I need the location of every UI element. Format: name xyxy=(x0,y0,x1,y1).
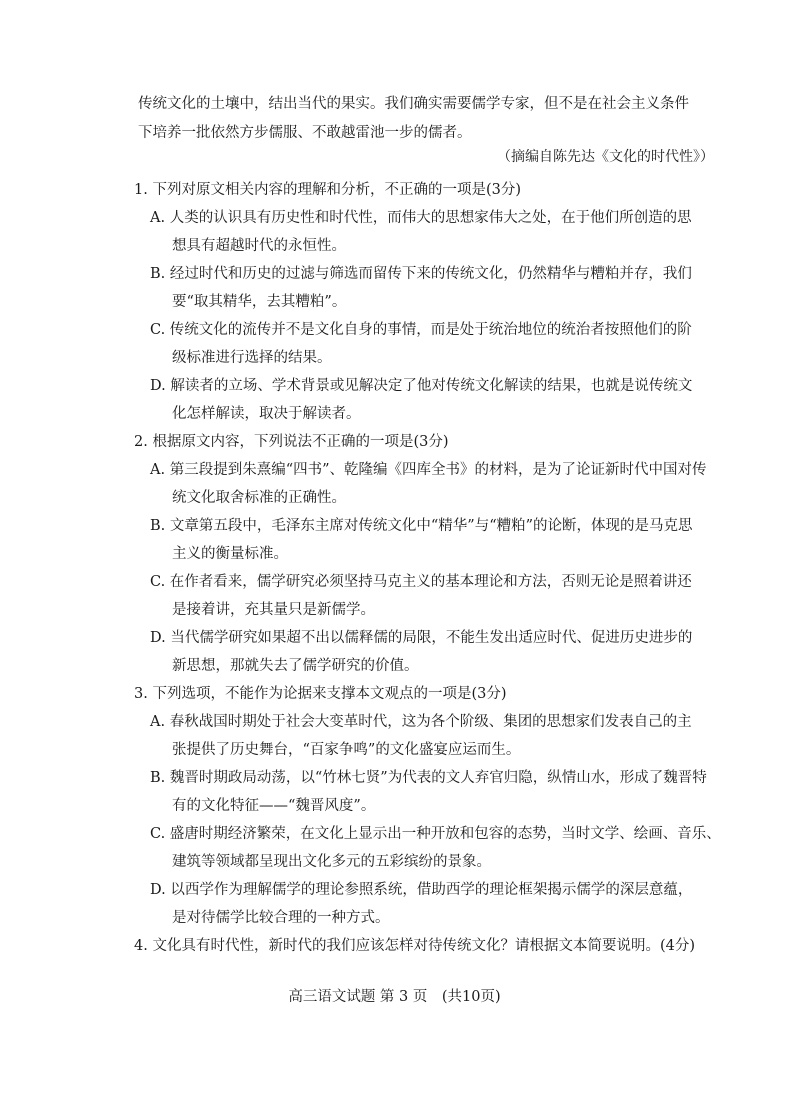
option-a: A. 第三段提到朱熹编“四书”、乾隆编《四库全书》的材料，是为了论证新时代中国对传 统文化取舍标准的正确性。 xyxy=(150,462,707,506)
question-3 xyxy=(134,680,734,932)
page-footer: 高三语文试题 第 3 页 (共10页) xyxy=(288,989,501,1005)
question-stem: 2. 根据原文内容，下列说法不正确的一项是(3分) xyxy=(134,434,449,450)
option-c: C. 传统文化的流传并不是文化自身的事情，而是处于统治地位的统治者按照他们的阶 级标准进行选择的结果。 xyxy=(150,322,692,366)
option-a: A. 春秋战国时期处于社会大变革时代，这为各个阶级、集团的思想家们发表自己的主 张提供了历史舞台，“百家争鸣”的文化盛宴应运而生。 xyxy=(150,714,692,758)
question-list xyxy=(134,176,734,960)
option-b: B. 魏晋时期政局动荡，以“竹林七贤”为代表的文人弃官归隐，纵情山水，形成了魏晋特 有的文化特征——“魏晋风度”。 xyxy=(150,770,707,814)
option-d: D. 当代儒学研究如果超不出以儒释儒的局限，不能生发出适应时代、促进历史进步的 新思想，那就失去了儒学研究的价值。 xyxy=(150,630,693,674)
question-stem: 4. 文化具有时代性，新时代的我们应该怎样对待传统文化？请根据文本简要说明。(4分) xyxy=(134,938,695,954)
question-4 xyxy=(134,932,734,960)
option-d: D. 以西学作为理解儒学的理论参照系统，借助西学的理论框架揭示儒学的深层意蕴， 是对待儒学比较合理的一种方式。 xyxy=(150,882,693,926)
question-2 xyxy=(134,428,734,680)
option-b: B. 经过时代和历史的过滤与筛选而留传下来的传统文化，仍然精华与糟粕并存，我们 要“取其精华，去其糟粕”。 xyxy=(150,266,692,310)
option-a: A. 人类的认识具有历史性和时代性，而伟大的思想家伟大之处，在于他们所创造的思 想具有超越时代的永恒性。 xyxy=(150,210,692,254)
source-citation: （摘编自陈先达《文化的时代性》） xyxy=(497,149,714,165)
intro-line: 下培养一批依然方步儒服、不敢越雷池一步的儒者。 xyxy=(138,125,472,141)
option-c: C. 盛唐时期经济繁荣，在文化上显示出一种开放和包容的态势，当时文学、绘画、音乐、 建筑等领域都呈现出文化多元的五彩缤纷的景象。 xyxy=(150,826,721,870)
question-stem: 3. 下列选项，不能作为论据来支撑本文观点的一项是(3分) xyxy=(134,686,507,702)
question-1 xyxy=(134,176,734,428)
intro-paragraph xyxy=(138,90,723,148)
option-b: B. 文章第五段中，毛泽东主席对传统文化中“精华”与“糟粕”的论断，体现的是马克思 主义的衡量标准。 xyxy=(150,518,693,562)
option-c: C. 在作者看来，儒学研究必须坚持马克主义的基本理论和方法，否则无论是照着讲还 是接着讲，充其量只是新儒学。 xyxy=(150,574,692,618)
question-stem: 1. 下列对原文相关内容的理解和分析，不正确的一项是(3分) xyxy=(134,182,521,198)
option-d: D. 解读者的立场、学术背景或见解决定了他对传统文化解读的结果，也就是说传统文 化怎样解读，取决于解读者。 xyxy=(150,378,693,422)
intro-line: 传统文化的土壤中，结出当代的果实。我们确实需要儒学专家，但不是在社会主义条件 xyxy=(138,96,689,112)
